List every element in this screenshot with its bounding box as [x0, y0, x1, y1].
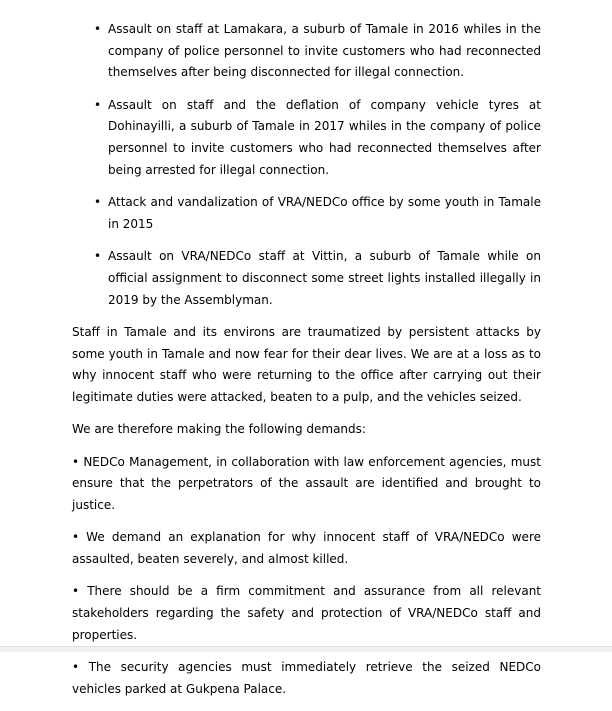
list-item: [72, 246, 541, 311]
bullet-icon: •: [94, 195, 102, 210]
demands-intro: We are therefore making the following demands:: [72, 422, 366, 437]
list-item-text: Assault on staff at Lamakara, a suburb of Tamale in 2016 whiles in the company of police personnel to invite customers who had reconnected themselves after being disconnected for illegal connection.: [108, 22, 541, 80]
list-item-text: Assault on VRA/NEDCo staff at Vittin, a suburb of Tamale while on official assignment to disconnect some street lights installed illegally in 2019 by the Assemblyman.: [108, 249, 541, 307]
demand-item: • The security agencies must immediately retrieve the seized NEDCo vehicles parked at Gukpena Palace.: [72, 659, 541, 696]
page-bottom-edge: [0, 646, 612, 652]
list-item-text: Attack and vandalization of VRA/NEDCo office by some youth in Tamale in 2015: [108, 195, 541, 231]
list-item: [72, 192, 541, 235]
document-body: [72, 19, 541, 711]
incident-list: [72, 19, 541, 311]
bullet-icon: •: [94, 22, 102, 36]
demand-item: • We demand an explanation for why innocent staff of VRA/NEDCo were assaulted, beaten severely, and almost killed.: [72, 530, 541, 566]
demand-item: • There should be a firm commitment and assurance from all relevant stakeholders regarding the safety and protection of VRA/NEDCo staff and properties.: [72, 584, 541, 642]
list-item: [72, 19, 541, 84]
list-item-text: Assault on staff and the deflation of company vehicle tyres at Dohinayilli, a suburb of Tamale in 2017 whiles in the company of police personnel to invite customers who had reconnected themselves after being arrested for illegal connection.: [108, 97, 541, 177]
bullet-icon: •: [94, 97, 102, 112]
trauma-paragraph: Staff in Tamale and its environs are traumatized by persistent attacks by some youth in Tamale and now fear for their dear lives. We are at a loss as to why innocent staff who were returning to the office after carrying out their legitimate duties were attacked, beaten to a pulp, and the vehicles seized.: [72, 324, 541, 404]
bullet-icon: •: [94, 249, 102, 264]
list-item: [72, 95, 541, 182]
demand-item: • NEDCo Management, in collaboration with law enforcement agencies, must ensure that the perpetrators of the assault are identified and brought to justice.: [72, 454, 541, 512]
